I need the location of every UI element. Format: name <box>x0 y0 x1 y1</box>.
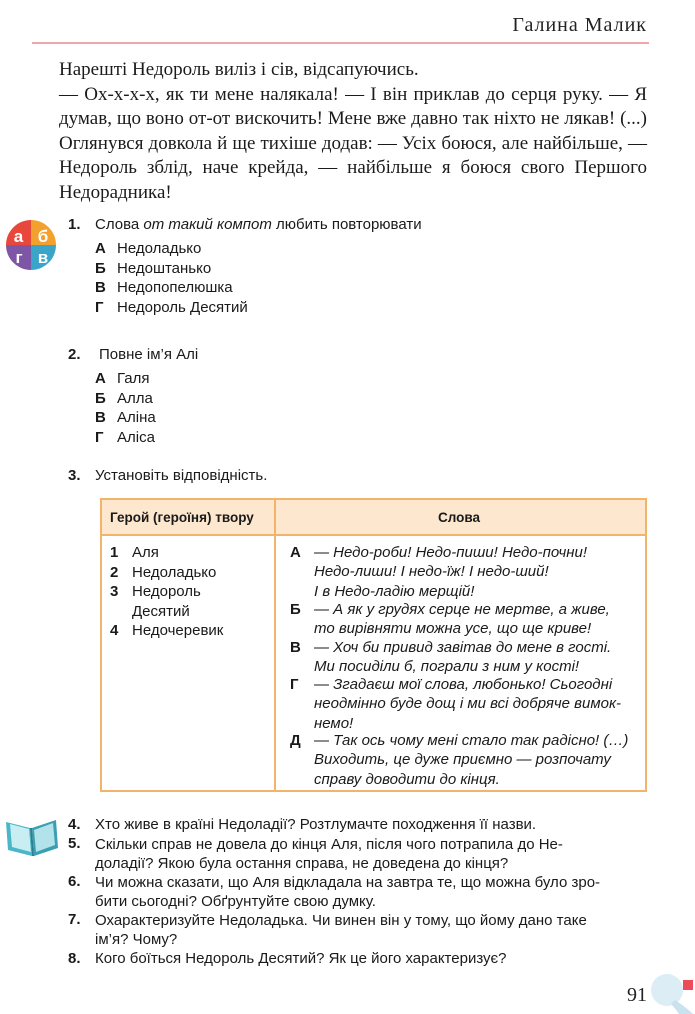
quote-letter: В <box>290 638 301 656</box>
hero-name: Недоладько <box>132 563 217 581</box>
question-5-text <box>95 835 655 874</box>
story-paragraph-1: Нарешті Недороль виліз і сів, відсапуючись. <box>59 59 419 80</box>
quote-line: — Недо-роби! Недо-пиши! Недо-почни! <box>314 544 588 561</box>
option-text: Недопопелюшка <box>117 279 233 296</box>
option-text: Недороль Десятий <box>117 298 248 316</box>
option-text: Недоштанько <box>117 259 212 277</box>
story-excerpt <box>59 58 647 206</box>
quote-line: Виходить, це дуже приємно — розпочату <box>314 751 611 769</box>
quote-line: то вирівняти можна усе, що ще криве! <box>314 620 592 638</box>
question-1-option-b <box>95 260 211 277</box>
quote-line: — А як у грудях серце не мертве, а живе, <box>314 601 610 618</box>
quote-line: неодмінно буде дощ і ми всі добряче вимок- <box>314 695 622 713</box>
hero-name: Недороль <box>132 583 201 600</box>
option-text: Аліса <box>117 428 155 446</box>
matching-table-header-heroes: Герой (героїня) твору <box>110 510 254 525</box>
question-8-number: 8. <box>68 950 81 967</box>
question-1-text-start: Слова <box>95 216 144 233</box>
question-2-option-b <box>95 390 153 407</box>
question-line: бити сьогодні? Обґрунтуйте свою думку. <box>95 893 376 911</box>
option-letter: А <box>95 370 106 387</box>
question-4-number: 4. <box>68 816 81 833</box>
running-header-author: Галина Малик <box>512 14 647 36</box>
quote-letter: Г <box>290 676 299 693</box>
question-2-option-a <box>95 370 150 387</box>
option-letter: Б <box>95 259 106 277</box>
quote-line: — Хоч би привид завітав до мене в гості. <box>314 638 612 656</box>
question-3-text: Установіть відповідність. <box>95 467 268 484</box>
question-5-number: 5. <box>68 835 81 852</box>
hero-number: 4 <box>110 622 119 639</box>
quote-line: Недо-лиши! І недо-їж! І недо-ший! <box>314 563 549 581</box>
quiz-icon-letter-a: а <box>13 227 24 246</box>
question-line: Кого боїться Недороль Десятий? Як це його характеризує? <box>95 950 507 967</box>
quote-line: — Згадаєш мої слова, любонько! Сьогодні <box>314 676 613 693</box>
option-letter: В <box>95 409 106 426</box>
option-letter: В <box>95 279 106 296</box>
quote-line: — Так ось чому мені стало так радісно! (…) <box>314 732 629 749</box>
option-letter: Г <box>95 298 104 316</box>
quote-line: І в Недо-ладію мерщій! <box>314 582 475 600</box>
hero-number: 3 <box>110 583 119 600</box>
quiz-icon-letter-b: б <box>37 227 49 246</box>
question-7-text <box>95 911 655 950</box>
hero-item <box>110 582 201 601</box>
quote-line: немо! <box>314 714 354 732</box>
question-line: Хто живе в країні Недоладії? Розтлумачте походження її назви. <box>95 816 537 833</box>
question-line: Скільки справ не довела до кінця Аля, після чого потрапила до Не- <box>95 836 563 853</box>
quote-letter: Д <box>290 732 301 749</box>
page-number: 91 <box>627 984 647 1006</box>
matching-table-divider <box>274 500 276 790</box>
question-2-option-g <box>95 429 155 446</box>
quiz-icon-letter-v: в <box>37 248 49 267</box>
question-4-text <box>95 816 655 833</box>
option-text: Аліна <box>117 409 156 426</box>
option-text: Недоладько <box>117 240 202 257</box>
hero-item <box>110 563 216 582</box>
matching-table <box>100 498 647 792</box>
hero-item <box>110 621 223 640</box>
question-1-option-a <box>95 240 201 257</box>
hero-number: 2 <box>110 563 119 581</box>
quiz-icon-letter-g: г <box>15 248 23 267</box>
quote-line: справу доводити до кінця. <box>314 770 500 788</box>
question-1-number: 1. <box>68 216 81 233</box>
question-2-number: 2. <box>68 346 81 363</box>
question-2-option-v <box>95 409 156 426</box>
hero-number: 1 <box>110 544 119 561</box>
hero-name: Десятий <box>132 602 190 620</box>
quote-line: Ми посиділи б, пограли з ним у кості! <box>314 657 580 675</box>
book-icon <box>2 812 62 858</box>
question-1-quote: от такий компот <box>143 216 272 233</box>
question-line: Чи можна сказати, що Аля відкладала на завтра те, що можна було зро- <box>95 874 601 891</box>
question-8-text <box>95 950 655 967</box>
header-rule <box>32 42 649 44</box>
question-line: доладії? Якою була остання справа, не доведена до кінця? <box>95 855 509 873</box>
quote-letter: А <box>290 544 301 561</box>
question-6-text <box>95 873 655 912</box>
test-abgv-icon <box>4 218 58 272</box>
question-1-text <box>95 216 655 233</box>
question-1-text-end: любить повторювати <box>271 216 422 233</box>
question-2-text: Повне ім’я Алі <box>99 346 199 363</box>
question-line: Охарактеризуйте Недоладька. Чи винен він у тому, що йому дано таке <box>95 912 587 929</box>
question-1-option-v <box>95 279 233 296</box>
option-letter: А <box>95 240 106 257</box>
question-line: ім’я? Чому? <box>95 931 178 949</box>
hero-name: Недочеревик <box>132 622 224 639</box>
hero-name: Аля <box>132 544 159 561</box>
question-1-option-g <box>95 299 248 316</box>
option-letter: Б <box>95 389 106 407</box>
hero-item <box>110 543 159 562</box>
hero-item-continued <box>110 602 190 621</box>
question-7-number: 7. <box>68 911 81 928</box>
option-letter: Г <box>95 428 104 446</box>
story-paragraph-2: — Ох-х-х-х, як ти мене налякала! — І він приклав до серця руку. — Я думав, що воно от-от вискочить! Мене вже давно так ніхто не лякав! (...) Оглянувся довкола й ще тихіше додав: — Усіх боюся, але найбільше, — Недороль зблід, наче крейда, — найбільше я боюся свого Першого Недорадника! <box>59 83 647 203</box>
option-text: Галя <box>117 370 150 387</box>
question-3-number: 3. <box>68 467 81 484</box>
quote-letter: Б <box>290 601 301 618</box>
matching-table-header-words: Слова <box>438 510 481 525</box>
option-text: Алла <box>117 389 153 407</box>
question-6-number: 6. <box>68 873 81 890</box>
